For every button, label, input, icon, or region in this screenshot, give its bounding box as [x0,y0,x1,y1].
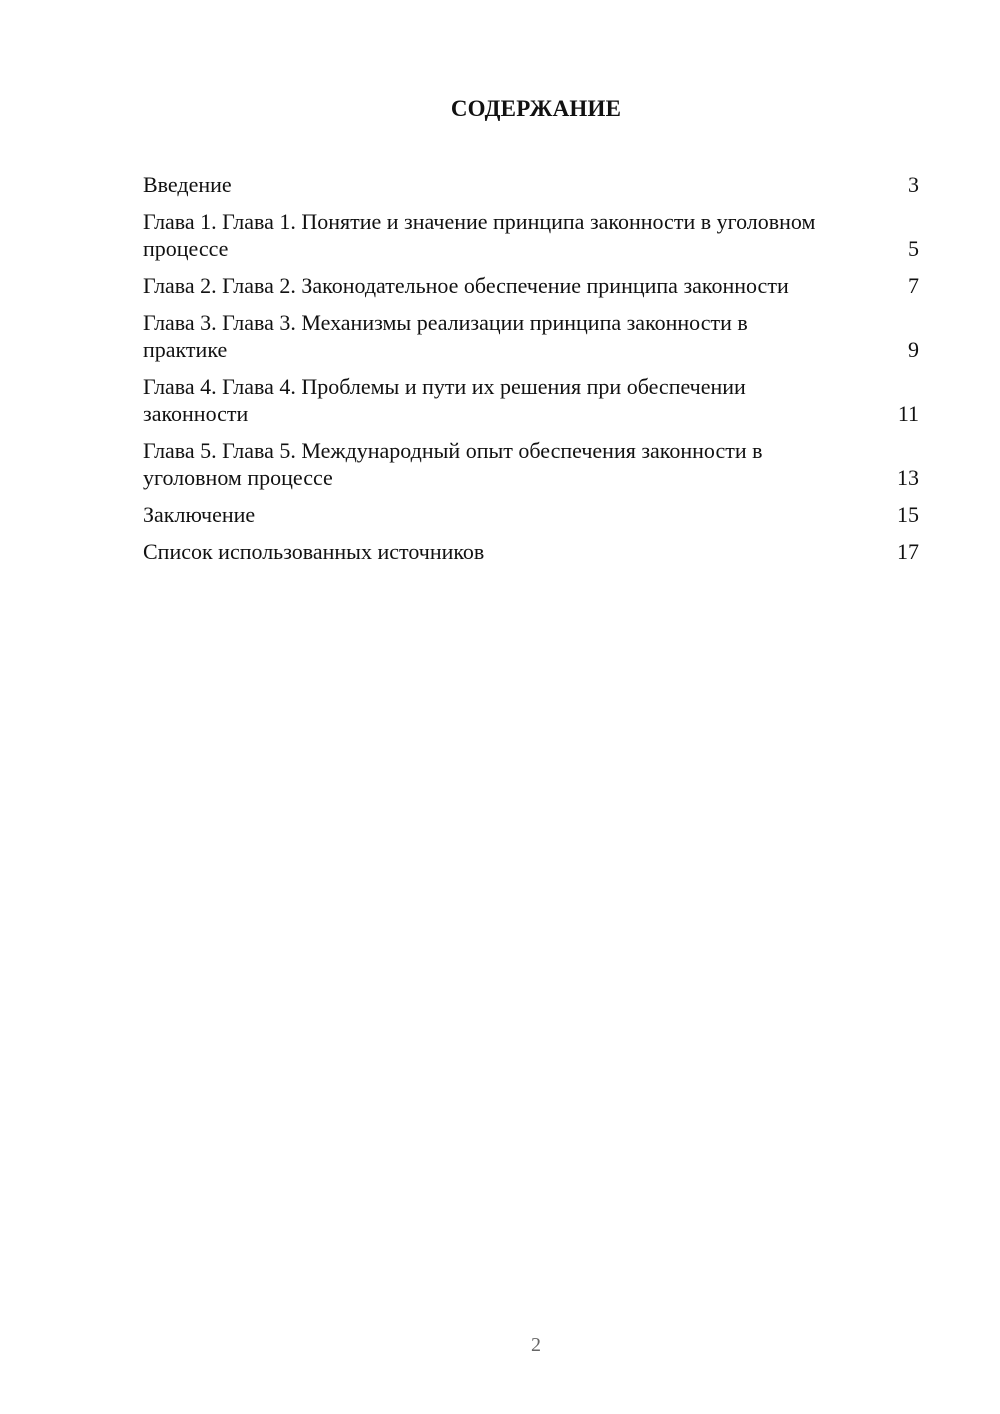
toc-entry-chapter-4[interactable] [143,373,919,427]
toc-entry-label: Глава 5. Глава 5. Международный опыт обеспечения законности в уголовном процессе [143,438,763,490]
toc-entry-introduction[interactable] [143,171,919,198]
toc-entry-chapter-2[interactable] [143,272,919,299]
toc-entry-page: 7 [908,273,919,298]
table-of-contents [143,171,919,575]
toc-entry-conclusion[interactable] [143,501,919,528]
toc-entry-label: Глава 3. Глава 3. Механизмы реализации принципа законности в практике [143,310,748,362]
toc-entry-page: 13 [897,465,919,490]
toc-entry-page: 15 [897,502,919,527]
toc-entry-chapter-1[interactable] [143,208,919,262]
toc-entry-label: Введение [143,172,232,197]
toc-entry-label: Глава 4. Глава 4. Проблемы и пути их решения при обеспечении законности [143,374,746,426]
toc-entry-label: Глава 2. Глава 2. Законодательное обеспечение принципа законности [143,273,789,298]
toc-entry-label: Список использованных источников [143,539,485,564]
toc-entry-page: 11 [897,401,919,426]
toc-entry-page: 9 [908,337,919,362]
page-title: СОДЕРЖАНИЕ [450,96,622,121]
toc-entry-page: 17 [897,539,919,564]
toc-entry-chapter-5[interactable] [143,437,919,491]
toc-entry-label: Заключение [143,502,256,527]
toc-entry-chapter-3[interactable] [143,309,919,363]
toc-entry-page: 5 [908,236,919,261]
toc-entry-references[interactable] [143,538,919,565]
page-number: 2 [531,1334,541,1356]
toc-entry-page: 3 [908,172,919,197]
toc-entry-label: Глава 1. Глава 1. Понятие и значение принципа законности в уголовном процессе [143,209,816,261]
